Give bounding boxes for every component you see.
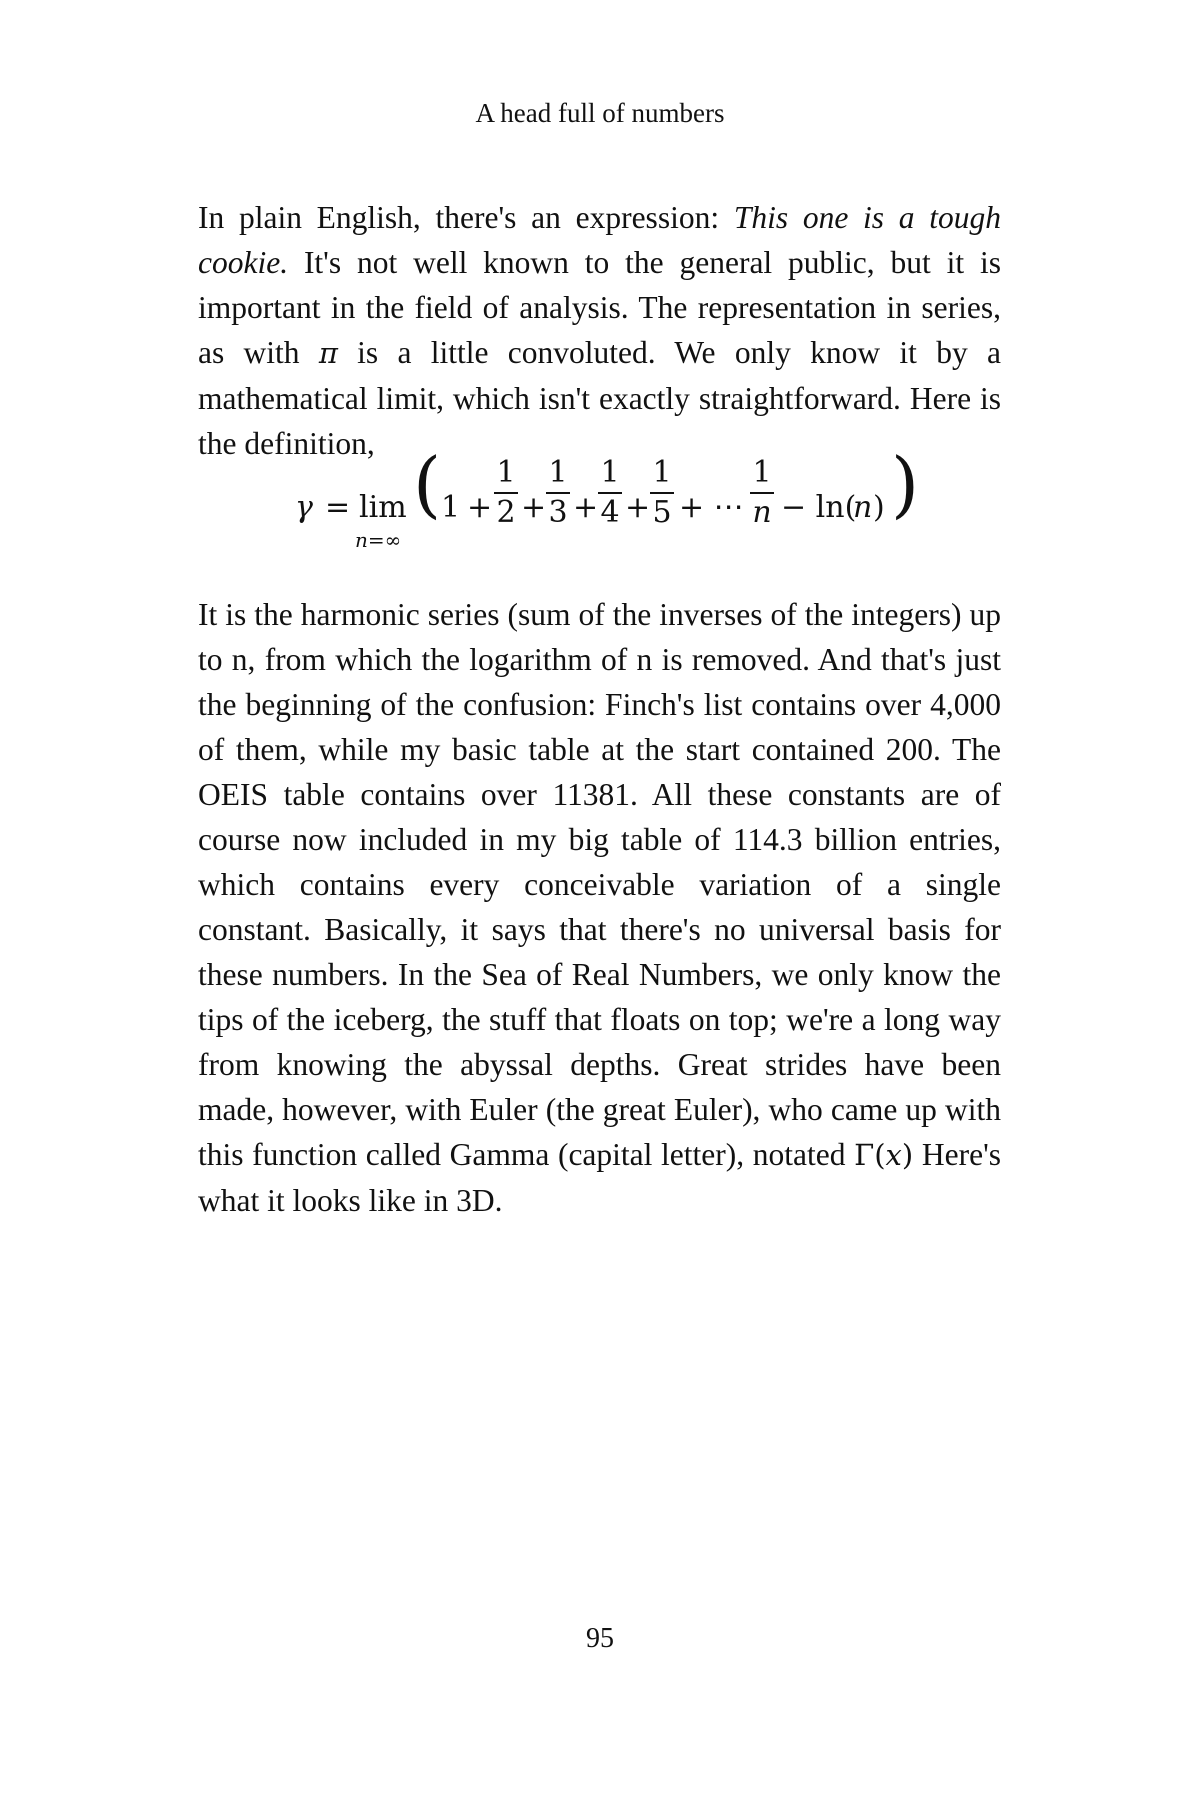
gamma-function-open: Γ( xyxy=(854,1138,886,1172)
equation-minus-log: − ln( xyxy=(781,490,857,525)
fraction-third: 1 3 xyxy=(543,456,573,530)
equation-log-argument: n xyxy=(853,490,873,525)
equation-equals: = xyxy=(325,490,351,525)
equation-lim: lim xyxy=(359,490,407,525)
equation-close-paren: ) xyxy=(891,442,920,526)
equation-ellipsis: + ⋯ xyxy=(679,490,744,525)
paragraph-2-text-b: Here's what it looks like in 3D. xyxy=(198,1137,1002,1218)
gamma-function-argument: x xyxy=(885,1138,902,1172)
paragraph-2-text-a: It is the harmonic series (sum of the inverses of the integers) up to n, from which the logarithm of n is removed. And that's just the beginning of the confusion: Finch's list contains over 4,000 of them, while my basic table at the start contained 200. The OEIS table contains over 11381. All these constants are of course now included in my big table of 114.3 billion entries, which contains every conceivable variation of a single constant. Basically, it says that there's no universal basis for these numbers. In the Sea of Real Numbers, we only know the tips of the iceberg, the stuff that floats on top; we're a long way from knowing the abyssal depths. Great strides have been made, however, with Euler (the great Euler), who came up with this function called Gamma (capital letter), notated xyxy=(198,597,1001,1172)
page-number: 95 xyxy=(586,1623,614,1654)
equation-limit-subscript: n=∞ xyxy=(355,528,402,552)
equation-log-close: ) xyxy=(873,490,885,525)
equation-plus: + xyxy=(467,490,493,525)
paragraph-1-italic-phrase: This one is a tough cookie. xyxy=(198,200,1001,280)
fraction-half: 1 2 xyxy=(491,456,521,530)
paragraph-1 xyxy=(198,195,1001,466)
equation-plus: + xyxy=(573,490,599,525)
fraction-quarter: 1 4 xyxy=(595,456,625,530)
equation-plus: + xyxy=(521,490,547,525)
fraction-fifth: 1 5 xyxy=(647,456,677,530)
equation-plus: + xyxy=(625,490,651,525)
running-head: A head full of numbers xyxy=(475,98,725,128)
equation-open-paren: ( xyxy=(413,442,442,526)
equation-lhs: γ xyxy=(295,490,313,525)
equation-one: 1 xyxy=(441,490,461,525)
euler-gamma-equation xyxy=(295,442,935,582)
paragraph-1-text-c: is a little convoluted. We only know it by a mathematical limit, which isn't exactly straightforward. Here is the definition, xyxy=(198,335,1001,461)
fraction-one-over-n: 1 n xyxy=(747,456,777,530)
gamma-function-close: ) xyxy=(901,1138,914,1172)
paragraph-1-text-a: In plain English, there's an expression: xyxy=(198,200,734,235)
paragraph-2 xyxy=(198,592,1001,1223)
pi-symbol: π xyxy=(318,336,338,370)
paragraph-1-text-b: It's not well known to the general public, but it is important in the field of analysis. The representation in series, as with xyxy=(198,245,1001,370)
